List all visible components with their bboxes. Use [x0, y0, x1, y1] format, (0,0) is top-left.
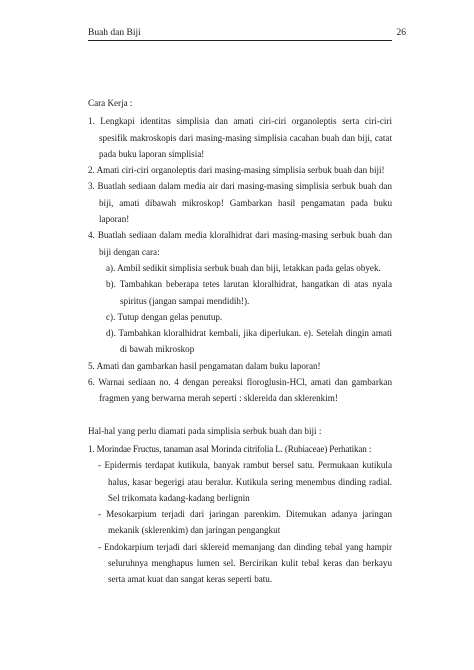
step-4b: b). Tambahkan beberapa tetes larutan kloralhidrat, hangatkan di atas nyala spiritus (jangan sampai mendidih!). — [106, 279, 392, 306]
header-rule — [88, 40, 392, 41]
step-1: 1. Lengkapi identitas simplisia dan amati ciri-ciri organoleptis serta ciri-ciri spesifik makroskopis dari masing-masing simplisia cacahan buah dan biji, catat pada buku laporan simplisia! — [88, 116, 392, 159]
step-6: 6. Warnai sediaan no. 4 dengan pereaksi floroglusin-HCl, amati dan gambarkan fragmen yang berwarna merah seperti : sklereida dan sklerenkim! — [88, 377, 392, 404]
observation-mesokarpium: - Mesokarpium terjadi dari jaringan parenkim. Ditemukan adanya jaringan mekanik (sklerenkim) dan jaringan pengangkut — [98, 509, 392, 536]
step-4d: d). Tambahkan kloralhidrat kembali, jika diperlukan. e). Setelah dingin amati di bawah mikroskop — [106, 328, 392, 355]
observation-item-1: 1. Morindae Fructus, tanaman asal Morinda citrifolia L. (Rubiaceae) Perhatikan : — [88, 443, 372, 454]
header-title: Buah dan Biji — [88, 28, 141, 38]
section-gap — [88, 407, 392, 423]
step-2: 2. Amati ciri-ciri organoleptis dari masing-masing simplisia serbuk buah dan biji! — [88, 165, 385, 176]
page-number: 26 — [396, 28, 406, 38]
step-4: 4. Buatlah sediaan dalam media kloralhidrat dari masing-masing serbuk buah dan biji dengan cara: — [88, 230, 392, 257]
section-heading-cara-kerja: Cara Kerja : — [88, 98, 133, 108]
section-heading-observations: Hal-hal yang perlu diamati pada simplisia serbuk buah dan biji : — [88, 425, 322, 436]
step-5: 5. Amati dan gambarkan hasil pengamatan dalam buku laporan! — [88, 360, 321, 371]
observation-epidermis: - Epidermis terdapat kutikula, banyak rambut bersel satu. Permukaan kutikula halus, kasar begerigi atau beralur. Kutikula sering menembus dinding radial. Sel trikomata kadang-kadang berlignin — [98, 460, 392, 503]
observation-endokarpium: - Endokarpium terjadi dari sklereid memanjang dan dinding tebal yang hampir seluruhnya menghapus lumen sel. Bercirikan kulit tebal keras dan berkayu serta amat kuat dan sangat keras seperti batu. — [98, 541, 392, 585]
step-3: 3. Buatlah sediaan dalam media air dari masing-masing simplisia serbuk buah dan biji, amati dibawah mikroskop! Gambarkan hasil pengamatan pada buku laporan! — [88, 181, 392, 225]
step-4c: c). Tutup dengan gelas penutup. — [106, 311, 223, 322]
page-body — [88, 95, 392, 588]
step-4a: a). Ambil sedikit simplisia serbuk buah dan biji, letakkan pada gelas obyek. — [106, 262, 381, 273]
